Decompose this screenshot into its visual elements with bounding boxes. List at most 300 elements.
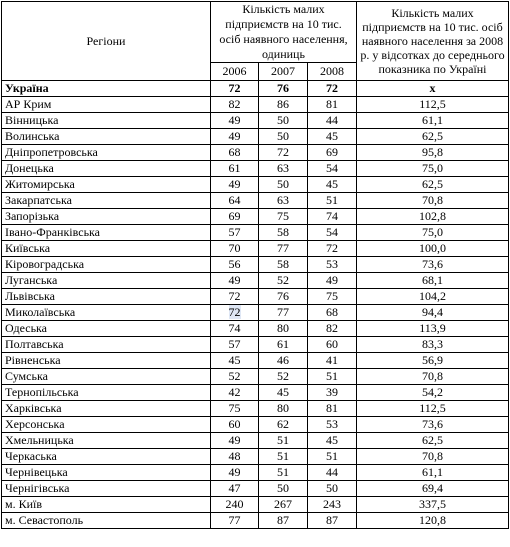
value-2007-text: 63 bbox=[277, 161, 289, 175]
value-2008 bbox=[308, 193, 357, 209]
value-2007-text: 61 bbox=[277, 337, 289, 351]
region-name-text: Сумська bbox=[5, 369, 48, 383]
table-row bbox=[2, 209, 509, 225]
table-row bbox=[2, 161, 509, 177]
value-2007 bbox=[259, 337, 308, 353]
value-percent-text: 112,5 bbox=[419, 97, 446, 111]
table-row bbox=[2, 385, 509, 401]
value-percent bbox=[357, 465, 509, 481]
region-name bbox=[2, 401, 211, 417]
table-row bbox=[2, 145, 509, 161]
value-2006 bbox=[211, 449, 259, 465]
value-2008-text: 87 bbox=[326, 513, 338, 527]
value-2006-text: 72 bbox=[228, 81, 241, 95]
value-2008 bbox=[308, 417, 357, 433]
value-percent bbox=[357, 481, 509, 497]
value-percent bbox=[357, 129, 509, 145]
region-name-text: Луганська bbox=[5, 273, 58, 287]
value-2008-text: 51 bbox=[326, 449, 338, 463]
value-2006-text: 42 bbox=[228, 385, 241, 399]
value-percent bbox=[357, 257, 509, 273]
value-2008-text: 45 bbox=[326, 177, 338, 191]
regions-table bbox=[1, 1, 509, 529]
value-2008-text: 45 bbox=[326, 129, 338, 143]
value-2007 bbox=[259, 257, 308, 273]
value-2006-text: 49 bbox=[228, 273, 241, 287]
table-row bbox=[2, 449, 509, 465]
region-name bbox=[2, 433, 211, 449]
header-year-2006: 2006 bbox=[211, 63, 259, 81]
value-2006 bbox=[211, 241, 259, 257]
value-2008-text: 51 bbox=[326, 369, 338, 383]
region-name-text: Івано-Франківська bbox=[5, 225, 101, 239]
value-percent-text: 61,1 bbox=[422, 465, 443, 479]
value-2008-text: 72 bbox=[326, 81, 338, 95]
region-name bbox=[2, 497, 211, 513]
value-2006 bbox=[211, 513, 259, 529]
value-2008 bbox=[308, 353, 357, 369]
value-2007 bbox=[259, 273, 308, 289]
value-percent-text: x bbox=[429, 81, 436, 95]
table-body bbox=[2, 81, 509, 529]
value-2007 bbox=[259, 449, 308, 465]
value-percent bbox=[357, 97, 509, 113]
table-row bbox=[2, 321, 509, 337]
region-name-text: Волинська bbox=[5, 129, 60, 143]
value-2008 bbox=[308, 465, 357, 481]
value-2007 bbox=[259, 97, 308, 113]
table-row bbox=[2, 401, 509, 417]
region-name bbox=[2, 337, 211, 353]
value-percent-text: 62,5 bbox=[422, 129, 443, 143]
value-percent-text: 62,5 bbox=[422, 433, 443, 447]
table-row bbox=[2, 353, 509, 369]
value-2006-text: 240 bbox=[225, 497, 244, 511]
table-row bbox=[2, 497, 509, 513]
region-name-text: Миколаївська bbox=[5, 305, 76, 319]
value-percent-text: 54,2 bbox=[422, 385, 443, 399]
value-2006 bbox=[211, 257, 259, 273]
region-name-text: Полтавська bbox=[5, 337, 64, 351]
region-name-text: Кіровоградська bbox=[5, 257, 85, 271]
value-2007-text: 80 bbox=[277, 401, 289, 415]
region-name bbox=[2, 481, 211, 497]
value-percent bbox=[357, 417, 509, 433]
value-2006 bbox=[211, 433, 259, 449]
value-2006-text: 49 bbox=[228, 177, 241, 191]
region-name-text: Хмельницька bbox=[5, 433, 74, 447]
value-2007-text: 46 bbox=[277, 353, 289, 367]
value-2006 bbox=[211, 337, 259, 353]
value-percent bbox=[357, 449, 509, 465]
value-2007-text: 267 bbox=[274, 497, 292, 511]
value-2006 bbox=[211, 321, 259, 337]
value-2006-text: 57 bbox=[228, 225, 241, 239]
value-2006 bbox=[211, 129, 259, 145]
value-2008-text: 44 bbox=[326, 465, 338, 479]
table-row bbox=[2, 113, 509, 129]
value-2006-text: 82 bbox=[228, 97, 241, 111]
value-2008-text: 53 bbox=[326, 257, 338, 271]
value-2007 bbox=[259, 81, 308, 97]
region-name bbox=[2, 513, 211, 529]
value-2007 bbox=[259, 113, 308, 129]
header-percent: Кількість малих підприємств на 10 тис. осіб наявного населення за 2008 р. у відсотках до середнього показника по Україні bbox=[357, 2, 509, 81]
value-percent-text: 56,9 bbox=[422, 353, 443, 367]
value-2006 bbox=[211, 145, 259, 161]
value-percent bbox=[357, 369, 509, 385]
value-percent-text: 102,8 bbox=[419, 209, 446, 223]
value-percent bbox=[357, 209, 509, 225]
value-2008-text: 243 bbox=[323, 497, 341, 511]
region-name-text: Львівська bbox=[5, 289, 55, 303]
value-2006-text: 49 bbox=[228, 465, 241, 479]
value-percent bbox=[357, 81, 509, 97]
value-2006-text: 70 bbox=[228, 241, 241, 255]
value-percent bbox=[357, 193, 509, 209]
value-2008 bbox=[308, 113, 357, 129]
value-2008-text: 82 bbox=[326, 321, 338, 335]
value-2008 bbox=[308, 305, 357, 321]
value-2008 bbox=[308, 289, 357, 305]
region-name-text: Україна bbox=[5, 81, 49, 95]
value-2007 bbox=[259, 369, 308, 385]
value-2007-text: 63 bbox=[277, 193, 289, 207]
value-2008 bbox=[308, 497, 357, 513]
region-name bbox=[2, 97, 211, 113]
value-2006-text: 72 bbox=[228, 305, 241, 319]
value-2008-text: 50 bbox=[326, 481, 338, 495]
region-name-text: Рівненська bbox=[5, 353, 61, 367]
value-2007-text: 50 bbox=[277, 177, 289, 191]
region-name-text: м. Київ bbox=[5, 497, 43, 511]
region-name bbox=[2, 353, 211, 369]
region-name bbox=[2, 449, 211, 465]
value-2006-text: 47 bbox=[228, 481, 241, 495]
value-2007-text: 50 bbox=[277, 129, 289, 143]
region-name bbox=[2, 177, 211, 193]
value-percent-text: 69,4 bbox=[422, 481, 443, 495]
value-2008 bbox=[308, 209, 357, 225]
value-2007 bbox=[259, 417, 308, 433]
value-2006-text: 64 bbox=[228, 193, 241, 207]
table-row bbox=[2, 257, 509, 273]
region-name-text: м. Севастополь bbox=[5, 513, 84, 527]
value-percent-text: 73,6 bbox=[422, 257, 443, 271]
region-name bbox=[2, 225, 211, 241]
value-2008 bbox=[308, 401, 357, 417]
value-2006-text: 75 bbox=[228, 401, 241, 415]
table-row bbox=[2, 225, 509, 241]
region-name-text: Донецька bbox=[5, 161, 54, 175]
region-name bbox=[2, 145, 211, 161]
value-2006 bbox=[211, 497, 259, 513]
value-2007-text: 58 bbox=[277, 225, 289, 239]
value-2007 bbox=[259, 513, 308, 529]
value-percent-text: 73,6 bbox=[422, 417, 443, 431]
value-2006 bbox=[211, 481, 259, 497]
value-2006-text: 52 bbox=[228, 369, 241, 383]
value-2008 bbox=[308, 385, 357, 401]
value-2008-text: 72 bbox=[326, 241, 338, 255]
value-2006-text: 57 bbox=[228, 337, 241, 351]
value-percent-text: 62,5 bbox=[422, 177, 443, 191]
table-row bbox=[2, 289, 509, 305]
value-2008-text: 75 bbox=[326, 289, 338, 303]
value-2007 bbox=[259, 225, 308, 241]
region-name bbox=[2, 161, 211, 177]
value-2008 bbox=[308, 81, 357, 97]
value-2008 bbox=[308, 241, 357, 257]
value-percent-text: 70,8 bbox=[422, 449, 443, 463]
value-percent-text: 100,0 bbox=[419, 241, 446, 255]
value-percent bbox=[357, 321, 509, 337]
region-name bbox=[2, 465, 211, 481]
value-2008-text: 81 bbox=[326, 401, 338, 415]
region-name-text: Запорізька bbox=[5, 209, 60, 223]
value-percent bbox=[357, 177, 509, 193]
value-2008-text: 53 bbox=[326, 417, 338, 431]
value-2006 bbox=[211, 97, 259, 113]
header-year-2008: 2008 bbox=[308, 63, 357, 81]
value-2007-text: 50 bbox=[277, 481, 289, 495]
value-percent-text: 113,9 bbox=[419, 321, 446, 335]
table-row bbox=[2, 481, 509, 497]
value-2007 bbox=[259, 209, 308, 225]
value-percent bbox=[357, 225, 509, 241]
value-2008 bbox=[308, 177, 357, 193]
value-2006-text: 69 bbox=[228, 209, 241, 223]
value-2008 bbox=[308, 273, 357, 289]
value-2006-text: 48 bbox=[228, 449, 241, 463]
value-percent bbox=[357, 289, 509, 305]
value-2006 bbox=[211, 401, 259, 417]
value-2008 bbox=[308, 145, 357, 161]
value-2008-text: 54 bbox=[326, 225, 338, 239]
value-percent bbox=[357, 273, 509, 289]
value-2008-text: 60 bbox=[326, 337, 338, 351]
value-percent bbox=[357, 497, 509, 513]
region-name-text: Київська bbox=[5, 241, 51, 255]
value-2006 bbox=[211, 113, 259, 129]
value-2007 bbox=[259, 497, 308, 513]
value-2006-text: 49 bbox=[228, 129, 241, 143]
value-percent-text: 337,5 bbox=[419, 497, 446, 511]
value-2008 bbox=[308, 97, 357, 113]
value-2007-text: 50 bbox=[277, 113, 289, 127]
value-2008-text: 74 bbox=[326, 209, 338, 223]
region-name bbox=[2, 129, 211, 145]
value-2007-text: 51 bbox=[277, 449, 289, 463]
region-name bbox=[2, 305, 211, 321]
value-2008-text: 69 bbox=[326, 145, 338, 159]
value-2008-text: 45 bbox=[326, 433, 338, 447]
region-name-text: Харківська bbox=[5, 401, 62, 415]
value-2008-text: 68 bbox=[326, 305, 338, 319]
value-percent-text: 120,8 bbox=[419, 513, 446, 527]
value-2006 bbox=[211, 209, 259, 225]
value-2006 bbox=[211, 193, 259, 209]
value-2006 bbox=[211, 273, 259, 289]
value-2006-text: 49 bbox=[228, 113, 241, 127]
value-2007 bbox=[259, 145, 308, 161]
value-percent bbox=[357, 513, 509, 529]
region-name-text: Вінницька bbox=[5, 113, 59, 127]
value-2007-text: 87 bbox=[277, 513, 289, 527]
value-2008 bbox=[308, 129, 357, 145]
value-percent bbox=[357, 145, 509, 161]
region-name-text: Закарпатська bbox=[5, 193, 72, 207]
value-2008-text: 41 bbox=[326, 353, 338, 367]
region-name bbox=[2, 81, 211, 97]
region-name-text: Херсонська bbox=[5, 417, 65, 431]
value-percent bbox=[357, 401, 509, 417]
region-name bbox=[2, 241, 211, 257]
value-2006 bbox=[211, 81, 259, 97]
value-2006 bbox=[211, 353, 259, 369]
value-2007-text: 51 bbox=[277, 433, 289, 447]
value-percent bbox=[357, 385, 509, 401]
value-2006-text: 45 bbox=[228, 353, 241, 367]
value-2007-text: 77 bbox=[277, 241, 289, 255]
table-row bbox=[2, 97, 509, 113]
header-count: Кількість малих підприємств на 10 тис. осіб наявного населення, одиниць bbox=[211, 2, 357, 63]
region-name-text: Дніпропетровська bbox=[5, 145, 98, 159]
table-row bbox=[2, 241, 509, 257]
value-percent bbox=[357, 353, 509, 369]
value-percent-text: 75,0 bbox=[422, 225, 443, 239]
value-2007 bbox=[259, 401, 308, 417]
value-percent-text: 70,8 bbox=[422, 369, 443, 383]
header-regions: Регіони bbox=[2, 2, 211, 81]
value-percent-text: 75,0 bbox=[422, 161, 443, 175]
value-2008-text: 51 bbox=[326, 193, 338, 207]
value-2007-text: 76 bbox=[277, 81, 289, 95]
value-2007 bbox=[259, 465, 308, 481]
value-2008 bbox=[308, 321, 357, 337]
value-2008 bbox=[308, 161, 357, 177]
value-2008 bbox=[308, 337, 357, 353]
value-2007 bbox=[259, 353, 308, 369]
value-2007 bbox=[259, 129, 308, 145]
value-2006-text: 61 bbox=[228, 161, 241, 175]
value-2006 bbox=[211, 177, 259, 193]
header-year-2007: 2007 bbox=[259, 63, 308, 81]
region-name bbox=[2, 257, 211, 273]
value-2007-text: 52 bbox=[277, 273, 289, 287]
region-name-text: Житомирська bbox=[5, 177, 75, 191]
value-2007-text: 77 bbox=[277, 305, 289, 319]
value-2006 bbox=[211, 369, 259, 385]
value-2007 bbox=[259, 177, 308, 193]
value-2008 bbox=[308, 449, 357, 465]
value-2007-text: 80 bbox=[277, 321, 289, 335]
value-2007-text: 52 bbox=[277, 369, 289, 383]
region-name-text: АР Крим bbox=[5, 97, 52, 111]
value-2007-text: 62 bbox=[277, 417, 289, 431]
table-row bbox=[2, 177, 509, 193]
value-2006 bbox=[211, 161, 259, 177]
region-name bbox=[2, 321, 211, 337]
table-row bbox=[2, 129, 509, 145]
value-2008-text: 54 bbox=[326, 161, 338, 175]
value-2008 bbox=[308, 481, 357, 497]
region-name bbox=[2, 273, 211, 289]
value-2007 bbox=[259, 481, 308, 497]
value-2008-text: 39 bbox=[326, 385, 338, 399]
region-name-text: Чернігівська bbox=[5, 481, 70, 495]
region-name bbox=[2, 289, 211, 305]
value-percent-text: 61,1 bbox=[422, 113, 443, 127]
value-2006 bbox=[211, 225, 259, 241]
value-2007-text: 86 bbox=[277, 97, 289, 111]
table-row bbox=[2, 433, 509, 449]
value-percent-text: 83,3 bbox=[422, 337, 443, 351]
value-2008 bbox=[308, 225, 357, 241]
region-name-text: Чернівецька bbox=[5, 465, 68, 479]
region-name-text: Черкаська bbox=[5, 449, 57, 463]
value-2007 bbox=[259, 193, 308, 209]
value-2006-text: 56 bbox=[228, 257, 241, 271]
value-2006-text: 68 bbox=[228, 145, 241, 159]
value-percent-text: 112,5 bbox=[419, 401, 446, 415]
region-name-text: Одеська bbox=[5, 321, 48, 335]
value-2008-text: 44 bbox=[326, 113, 338, 127]
value-2008 bbox=[308, 257, 357, 273]
value-2006 bbox=[211, 417, 259, 433]
table-row bbox=[2, 305, 509, 321]
value-2007 bbox=[259, 241, 308, 257]
region-name bbox=[2, 209, 211, 225]
value-2006 bbox=[211, 289, 259, 305]
region-name-text: Тернопільська bbox=[5, 385, 79, 399]
value-percent-text: 95,8 bbox=[422, 145, 443, 159]
region-name bbox=[2, 113, 211, 129]
value-2008-text: 49 bbox=[326, 273, 338, 287]
table-row-total bbox=[2, 81, 509, 97]
value-2007 bbox=[259, 321, 308, 337]
value-percent bbox=[357, 161, 509, 177]
value-percent-text: 104,2 bbox=[419, 289, 446, 303]
value-percent bbox=[357, 433, 509, 449]
value-2006 bbox=[211, 385, 259, 401]
table-row bbox=[2, 465, 509, 481]
value-2007-text: 75 bbox=[277, 209, 289, 223]
value-2006-text: 49 bbox=[228, 433, 241, 447]
value-2007 bbox=[259, 305, 308, 321]
value-percent bbox=[357, 337, 509, 353]
table-row bbox=[2, 337, 509, 353]
value-percent bbox=[357, 305, 509, 321]
value-percent bbox=[357, 113, 509, 129]
value-2008 bbox=[308, 369, 357, 385]
value-2006-text: 72 bbox=[228, 289, 241, 303]
value-2007 bbox=[259, 385, 308, 401]
value-percent-text: 68,1 bbox=[422, 273, 443, 287]
value-2008 bbox=[308, 433, 357, 449]
value-2007 bbox=[259, 289, 308, 305]
value-2007-text: 72 bbox=[277, 145, 289, 159]
value-2008 bbox=[308, 513, 357, 529]
value-2007 bbox=[259, 433, 308, 449]
value-percent bbox=[357, 241, 509, 257]
value-2006 bbox=[211, 305, 259, 321]
table-row bbox=[2, 193, 509, 209]
value-2007 bbox=[259, 161, 308, 177]
region-name bbox=[2, 385, 211, 401]
table-row bbox=[2, 513, 509, 529]
value-2006-text: 77 bbox=[228, 513, 241, 527]
